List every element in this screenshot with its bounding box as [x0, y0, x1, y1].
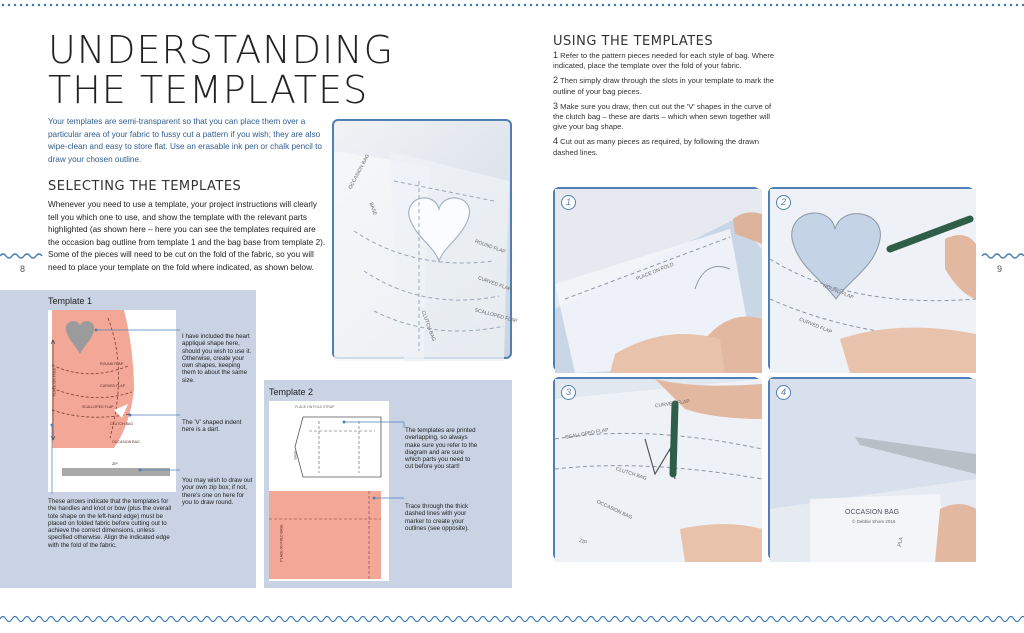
photo-label: OCCASION BAG — [595, 499, 634, 521]
using-heading: USING THE TEMPLATES — [553, 34, 714, 49]
step3-photo — [553, 377, 760, 560]
step-number: 1 — [553, 50, 559, 60]
step2-illustration — [770, 189, 976, 373]
photo-label: CURVED FLAP — [654, 398, 691, 410]
template1-label: CURVED FLAP — [100, 384, 126, 388]
photo-label: ROUND FLAP — [473, 238, 507, 256]
template2-note-overlap: The templates are printed overlapping, so always make sure you refer to the diagram and are sure which parts you need to cut before you start! — [405, 427, 478, 471]
step-number: 4 — [553, 136, 559, 147]
template2-label: BASE — [293, 450, 298, 460]
photo-label: ZIP — [578, 537, 588, 547]
template1-note-arrows: These arrows indicate that the templates for the handles and knot or bow (plus the overall tote shape on the left-hand edge) must be placed on folded fabric before cutting out to achieve the correct dimensions, unless specified otherwise. Align the indicated edge with the fold of the fabric. — [48, 498, 172, 549]
templates-overview-photo — [332, 119, 518, 359]
step-text: Refer to the pattern pieces needed for each style of bag. Where indicated, place the template over the fold of your fabric. — [553, 51, 775, 71]
photo-label: PLA — [896, 536, 905, 548]
step-item — [553, 75, 779, 96]
step-item — [553, 50, 779, 71]
step1-illustration — [555, 189, 762, 373]
photo-label: BASE — [367, 201, 378, 217]
photo-label: CURVED FLAP — [798, 316, 833, 336]
step-text: Then simply draw through the slots in your template to mark the outline of your bag pieces. — [553, 76, 774, 96]
title-line-2: THE TEMPLATES — [48, 68, 369, 112]
selecting-body: Whenever you need to use a template, your project instructions will clearly tell you which one to use, and show the template with the relevant parts highlighted (as shown here – here you can see the templates required are the occasion bag outline from template 1 and the bag base from template 2). Some of the pieces will need to be cut on the fold of the fabric, so you will need to place your template on the fold where indicated, as shown below. — [48, 200, 326, 272]
photo-label: CLUTCH BAG — [614, 466, 648, 482]
photo-label: SCALLOPED FLAP — [473, 307, 518, 325]
right-side-wave — [982, 252, 1024, 260]
step-number: 3 — [553, 100, 559, 111]
template1-panel — [0, 290, 256, 588]
photo-label: CLUTCH BAG — [419, 309, 437, 343]
selecting-heading: SELECTING THE TEMPLATES — [48, 179, 242, 194]
step-item — [553, 136, 779, 157]
using-steps — [553, 50, 779, 162]
step3-badge: 3 — [561, 385, 576, 400]
template2-label: PLACE ON FOLD BASE — [279, 524, 284, 562]
title-line-1: UNDERSTANDING — [48, 28, 395, 72]
intro-paragraph: Your templates are semi-transparent so that you can place them over a particular area of your fabric to fussy cut a pattern if you wish; they are also wipe-clean and easy to store flat. Use an erasable ink pen or chalk pencil to draw your chosen outline. — [48, 117, 322, 164]
bottom-wave-border — [0, 614, 1024, 624]
step4-illustration — [770, 379, 976, 562]
photo-label: © Debbie Shore 2016 — [852, 519, 896, 524]
template1-label: ROUND FLAP — [100, 362, 124, 366]
step1-badge: 1 — [561, 195, 576, 210]
photo-label: ROUND FLAP — [822, 283, 855, 301]
template1-note-v: The 'V' shaped indent here is a dart. — [182, 419, 242, 434]
top-dotted-border — [0, 2, 1024, 8]
photo-label: PLACE ON FOLD — [635, 261, 675, 283]
photo-label: SCALLOPED FLAP — [564, 427, 610, 441]
step-number: 2 — [553, 75, 559, 86]
step-text: Make sure you draw, then cut out the 'V' shapes in the curve of the clutch bag – these are darts – which when sewn together will give your bag shape. — [553, 101, 772, 132]
photo-label: CURVED FLAP — [477, 275, 512, 293]
template2-callout-lines — [264, 380, 512, 588]
step4-photo — [768, 377, 974, 560]
step4-badge: 4 — [776, 385, 791, 400]
page-title — [48, 30, 394, 110]
template2-title: Template 2 — [269, 387, 314, 397]
template1-label: CLUTCH BAG — [110, 422, 134, 426]
template2-note-trace: Trace through the thick dashed lines with your marker to create your outlines (see opposite). — [405, 503, 469, 532]
photo-label: OCCASION BAG — [347, 153, 372, 191]
step-text: Cut out as many pieces as required, by following the drawn dashed lines. — [553, 137, 759, 157]
template1-note-zip: You may wish to draw out your own zip box; if not, there's one on here for you to draw round. — [182, 477, 253, 506]
template1-label: ZIP — [112, 462, 118, 466]
template1-label: PLACE ON FOLD — [52, 367, 57, 397]
template2-label: PLACE ON FOLD STRAP — [295, 405, 335, 409]
step-item — [553, 101, 779, 133]
page-number-left: 8 — [20, 264, 26, 274]
left-side-wave — [0, 252, 42, 260]
template2-panel — [264, 380, 512, 588]
template1-label: SCALLOPED FLAP — [82, 405, 114, 409]
template1-note-heart: I have included the heart appliqué shape here, should you wish to use it. Otherwise, create your own shapes, keeping them to about the same size. — [182, 333, 252, 384]
step2-badge: 2 — [776, 195, 791, 210]
step2-photo — [768, 187, 974, 371]
page-number-right: 9 — [997, 264, 1003, 274]
step1-photo — [553, 187, 760, 371]
photo-label: OCCASION BAG — [845, 509, 900, 516]
template1-title: Template 1 — [48, 296, 93, 306]
template1-label: OCCASION BAG — [112, 440, 140, 444]
